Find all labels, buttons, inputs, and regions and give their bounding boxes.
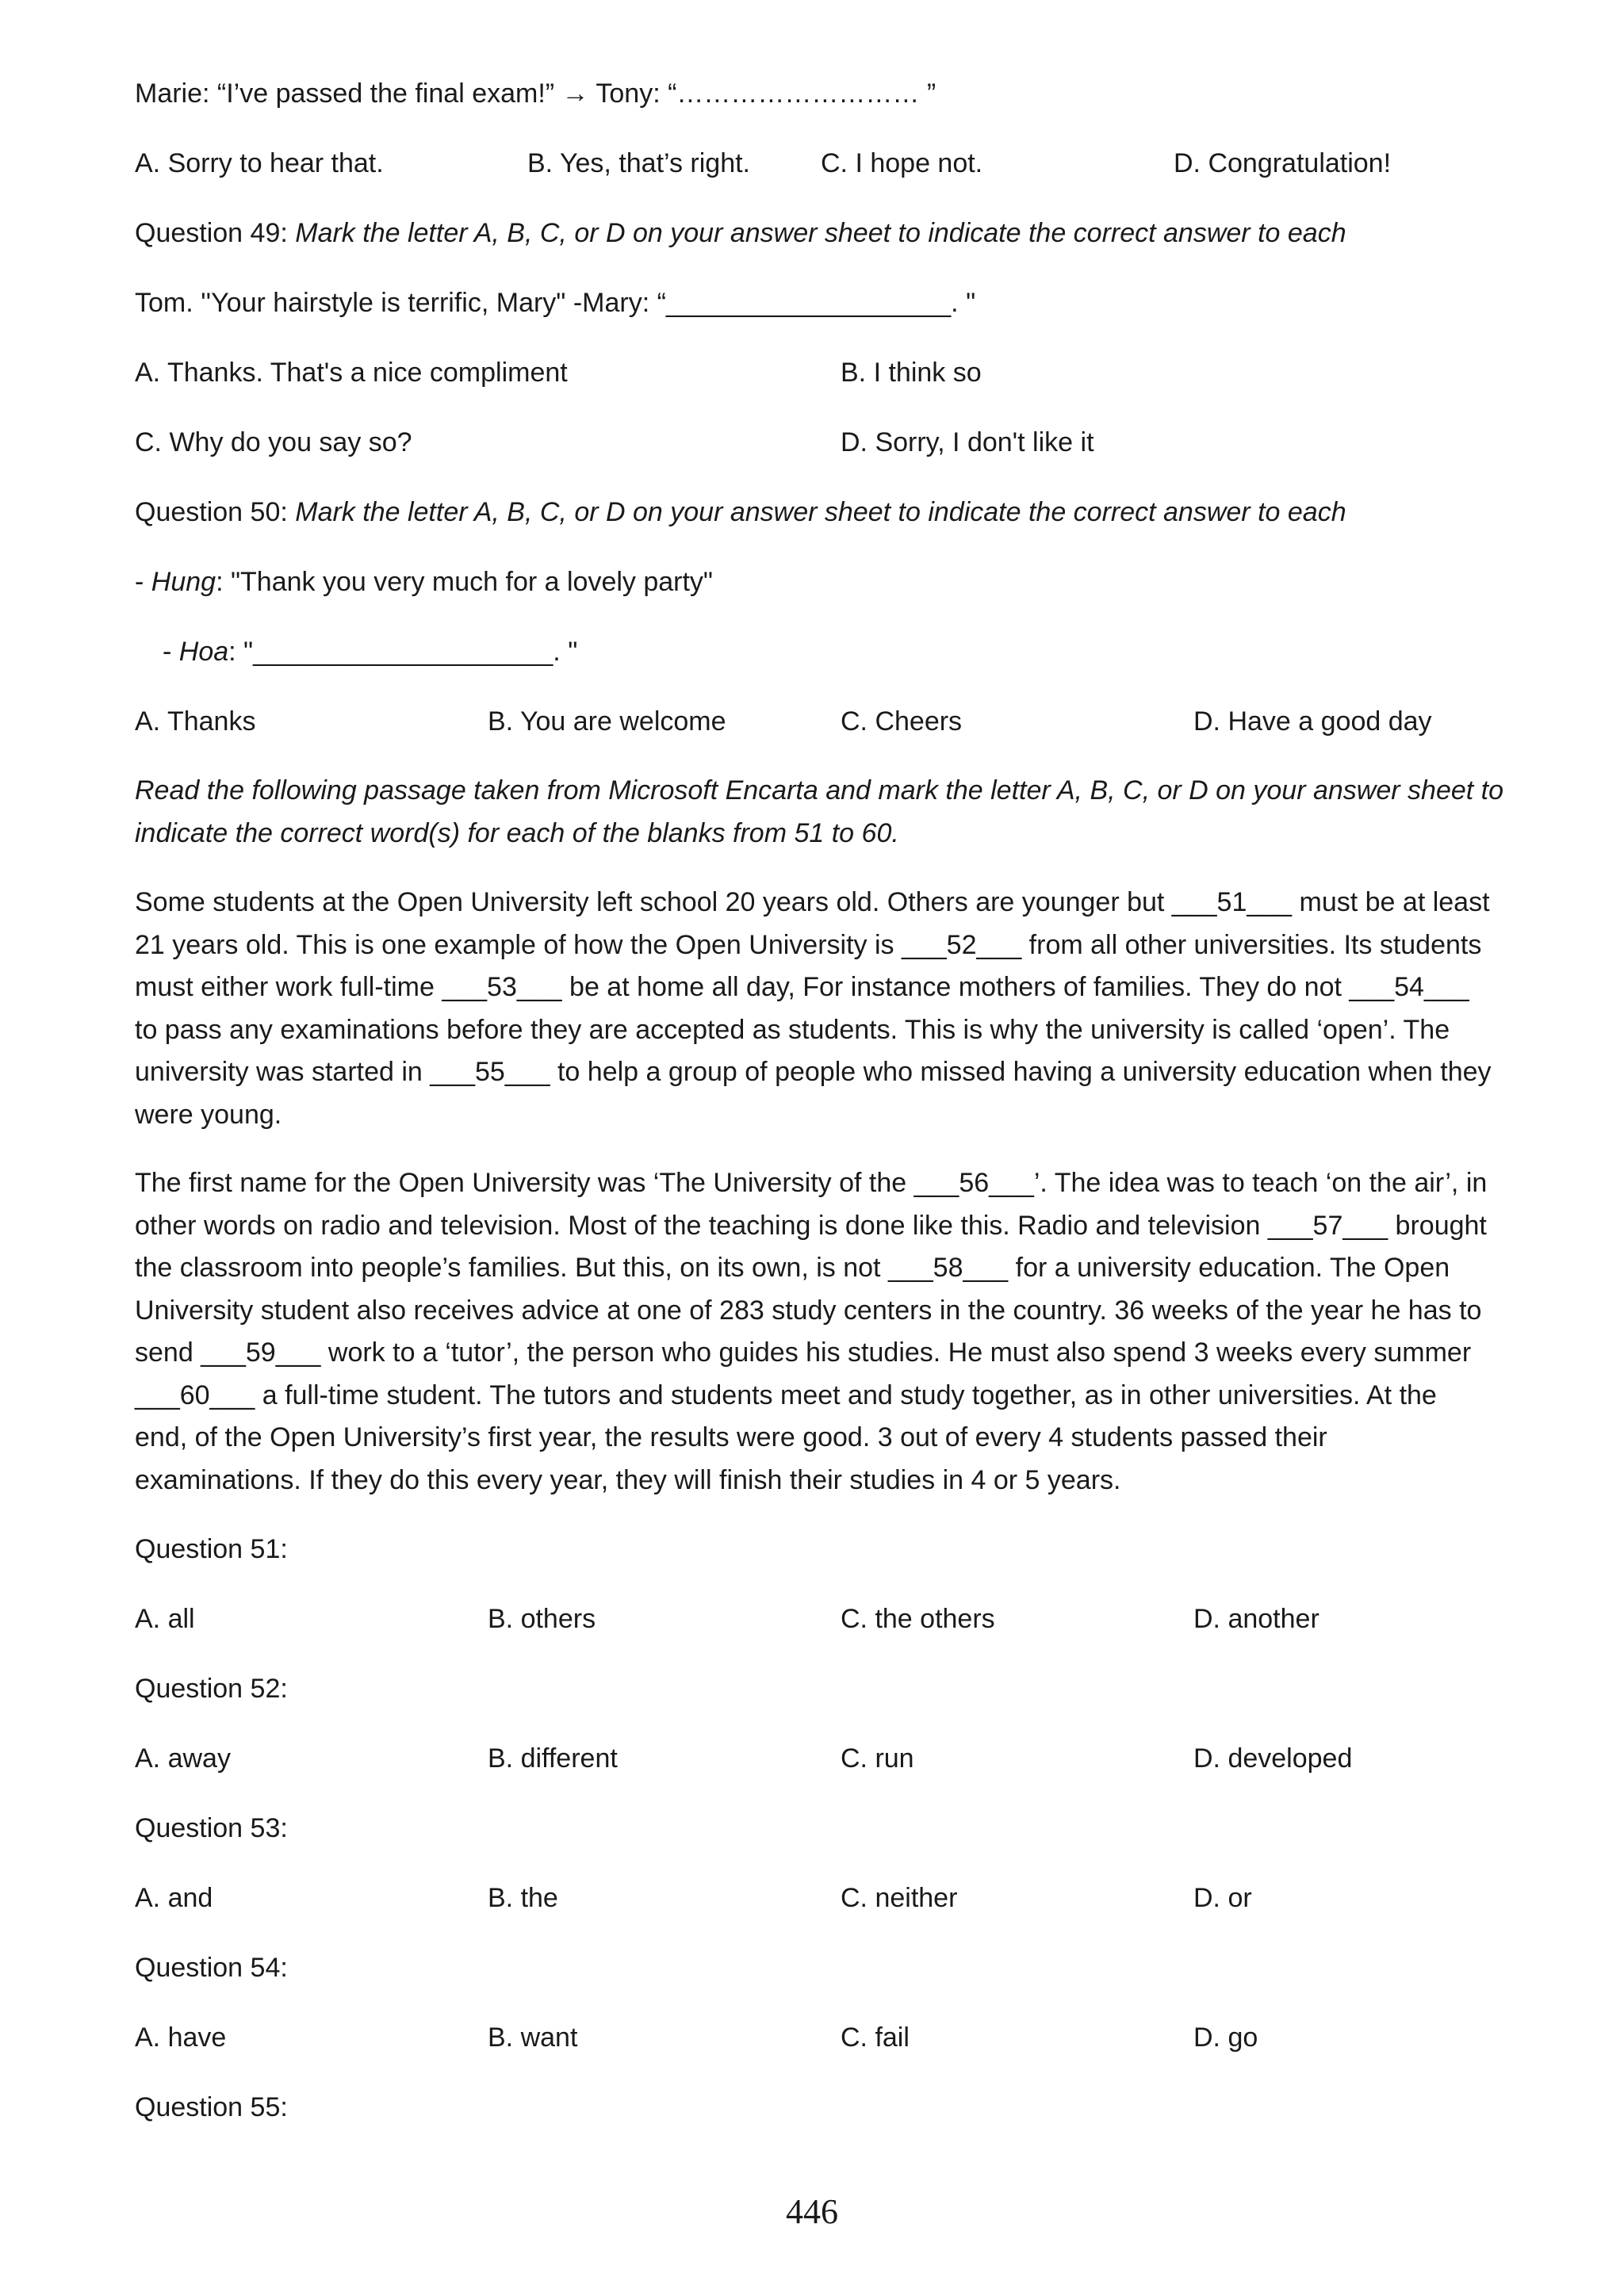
q48-option-c: C. I hope not. — [821, 148, 983, 178]
passage-paragraph-1 — [135, 882, 1538, 1136]
paragraph-line: The first name for the Open University was ‘The University of the ___56___’. The idea was to teach ‘on the air’, in — [135, 1168, 1488, 1198]
q50-option-d: D. Have a good day — [1193, 706, 1432, 737]
q52-option-c: C. run — [841, 1743, 914, 1774]
q50-instruction: Mark the letter A, B, C, or D on your answer sheet to indicate the correct answer to each — [295, 497, 1346, 527]
q54-option-a: A. have — [135, 2022, 227, 2053]
q51-option-b: B. others — [488, 1604, 596, 1634]
q52-option-d: D. developed — [1193, 1743, 1353, 1774]
q50-option-a: A. Thanks — [135, 706, 256, 737]
q52-label: Question 52: — [135, 1674, 288, 1704]
q53-option-d: D. or — [1193, 1883, 1252, 1913]
q53-option-b: B. the — [488, 1883, 558, 1913]
q52-option-b: B. different — [488, 1743, 618, 1774]
paragraph-line: examinations. If they do this every year, they will finish their studies in 4 or 5 years. — [135, 1464, 1121, 1495]
paragraph-line: 21 years old. This is one example of how the Open University is ___52___ from all other universities. Its students — [135, 929, 1482, 960]
q53-option-a: A. and — [135, 1883, 213, 1913]
q51-option-d: D. another — [1193, 1604, 1320, 1634]
q49-option-a: A. Thanks. That's a nice compliment — [135, 358, 568, 388]
q55-label: Question 55: — [135, 2092, 288, 2122]
q49-prompt: Tom. ''Your hairstyle is terrific, Mary" -Mary: “___________________. " — [135, 288, 976, 318]
q53-label: Question 53: — [135, 1813, 288, 1843]
q49-instruction: Mark the letter A, B, C, or D on your answer sheet to indicate the correct answer to each — [295, 218, 1346, 248]
paragraph-line: Some students at the Open University left school 20 years old. Others are younger but ___51___ must be at least — [135, 887, 1490, 917]
paragraph-line: must either work full-time ___53___ be at home all day, For instance mothers of families. They do not ___54___ — [135, 972, 1469, 1002]
page-number: 446 — [786, 2192, 838, 2231]
paragraph-line: university was started in ___55___ to help a group of people who missed having a university education when they — [135, 1057, 1492, 1087]
q50-dash-1: - — [135, 567, 151, 597]
q51-option-a: A. all — [135, 1604, 195, 1634]
paragraph-line: send ___59___ work to a ‘tutor’, the person who guides his studies. He must also spend 3 weeks every summer — [135, 1337, 1472, 1368]
q50-heading — [135, 495, 1346, 530]
q48-prompt: Marie: “I’ve passed the final exam!” → Tony: “……………………… ” — [135, 78, 936, 109]
q50-label: Question 50: — [135, 497, 296, 527]
q50-text-hung: : "Thank you very much for a lovely party" — [216, 567, 714, 597]
paragraph-line: end, of the Open University’s first year, the results were good. 3 out of every 4 students passed their — [135, 1422, 1327, 1452]
q52-option-a: A. away — [135, 1743, 231, 1774]
q50-option-c: C. Cheers — [841, 706, 963, 737]
q54-option-d: D. go — [1193, 2022, 1258, 2053]
q49-option-c: C. Why do you say so? — [135, 427, 412, 457]
q49-label: Question 49: — [135, 218, 296, 248]
paragraph-line: University student also receives advice at one of 283 study centers in the country. 36 weeks of the year he has to — [135, 1295, 1482, 1326]
paragraph-line: the classroom into people’s families. But this, on its own, is not ___58___ for a university education. The Open — [135, 1253, 1450, 1283]
q49-heading — [135, 216, 1346, 251]
q51-label: Question 51: — [135, 1534, 288, 1564]
q54-option-b: B. want — [488, 2022, 578, 2053]
paragraph-line: ___60___ a full-time student. The tutors and students meet and study together, as in other universities. At the — [135, 1380, 1437, 1410]
passage-paragraph-2 — [135, 1162, 1538, 1502]
q50-speaker-hung: Hung — [151, 567, 216, 597]
q54-option-c: C. fail — [841, 2022, 910, 2053]
passage-instruction-line-1: Read the following passage taken from Microsoft Encarta and mark the letter A, B, C, or D on your answer sheet to — [135, 775, 1504, 806]
q49-option-b: B. I think so — [841, 358, 982, 388]
q48-option-a: A. Sorry to hear that. — [135, 148, 384, 178]
q51-option-c: C. the others — [841, 1604, 995, 1634]
q50-line-hoa — [163, 634, 577, 669]
q48-option-b: B. Yes, that’s right. — [527, 148, 750, 178]
paragraph-line: to pass any examinations before they are accepted as students. This is why the university is called ‘open’. The — [135, 1014, 1450, 1045]
q50-dash-2: - — [163, 637, 179, 667]
q53-option-c: C. neither — [841, 1883, 958, 1913]
passage-instruction-line-2: indicate the correct word(s) for each of the blanks from 51 to 60. — [135, 817, 899, 848]
q50-speaker-hoa: Hoa — [178, 637, 229, 667]
q50-text-hoa: : "____________________. " — [228, 637, 578, 667]
q54-label: Question 54: — [135, 1953, 288, 1983]
q50-option-b: B. You are welcome — [488, 706, 726, 737]
paragraph-line: other words on radio and television. Most of the teaching is done like this. Radio and television ___57___ brought — [135, 1210, 1487, 1241]
q48-option-d: D. Congratulation! — [1174, 148, 1392, 178]
q49-option-d: D. Sorry, I don't like it — [841, 427, 1094, 457]
q50-line-hung — [135, 564, 713, 599]
paragraph-line: were young. — [135, 1099, 282, 1130]
passage-instruction — [135, 770, 1538, 855]
